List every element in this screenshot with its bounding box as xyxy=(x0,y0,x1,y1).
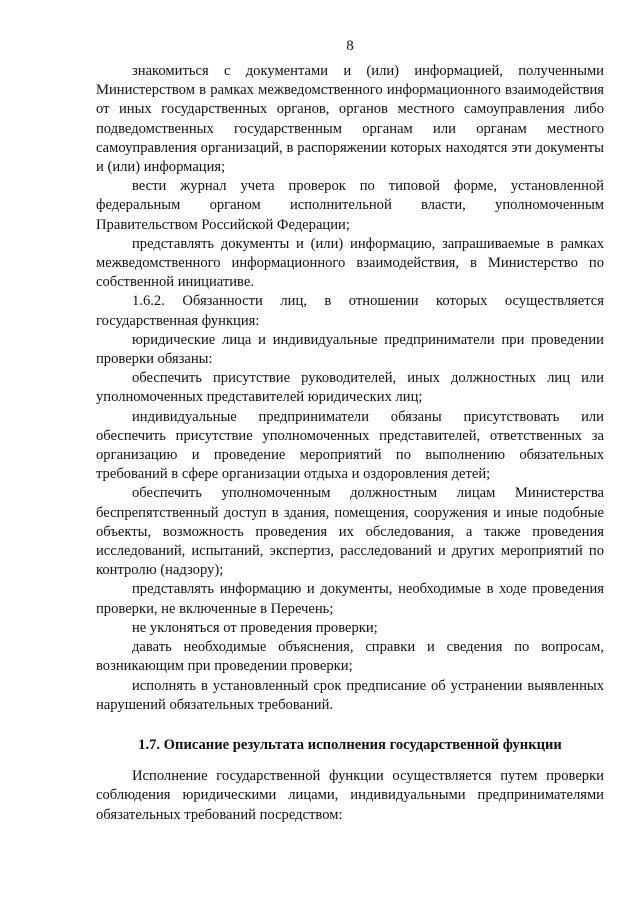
paragraph-section-result: Исполнение государственной функции осуществляется путем проверки соблюдения юридическими лицами, индивидуальными предпринимателями обязательных требований посредством: xyxy=(96,768,604,823)
paragraph-rights-access-documents: знакомиться с документами и (или) информацией, полученными Министерством в рамках межведомственного информационного взаимодействия от иных государственных органов, органов местного самоуправления либо подведомственных государственным органам или органам местного самоуправления организаций, в распоряжении которых находятся эти документы и (или) информация; xyxy=(96,63,604,176)
paragraph-inspection-journal: вести журнал учета проверок по типовой форме, установленной федеральным органом исполнительной власти, уполномоченным Правительством Российской Федерации; xyxy=(96,178,604,233)
paragraph-entrepreneurs-presence: индивидуальные предприниматели обязаны присутствовать или обеспечить присутствие уполномоченных представителей, ответственных за организацию и проведение мероприятий по выполнению обязательных требований в сфере организации отдыха и оздоровления детей; xyxy=(96,408,604,483)
paragraph-ensure-presence: обеспечить присутствие руководителей, иных должностных лиц или уполномоченных представителей юридических лиц; xyxy=(96,370,604,406)
paragraph-duties-heading: 1.6.2. Обязанности лиц, в отношении которых осуществляется государственная функция: xyxy=(96,293,604,329)
main-text xyxy=(96,62,604,715)
paragraph-give-explanations: давать необходимые объяснения, справки и сведения по вопросам, возникающим при проведении проверки; xyxy=(96,639,604,675)
section-heading: 1.7. Описание результата исполнения государственной функции xyxy=(138,737,562,753)
paragraph-unobstructed-access: обеспечить уполномоченным должностным лицам Министерства беспрепятственный доступ в здания, помещения, сооружения и иные подобные объекты, возможность проведения их обследования, а также проведения исследований, испытаний, экспертиз, расследований и других мероприятий по контролю (надзору); xyxy=(96,485,604,579)
paragraph-provide-information: представлять информацию и документы, необходимые в ходе проведения проверки, не включенные в Перечень; xyxy=(96,581,604,617)
section-text xyxy=(96,767,604,825)
paragraph-submit-documents: представлять документы и (или) информацию, запрашиваемые в рамках межведомственного информационного взаимодействия, в Министерство по собственной инициативе. xyxy=(96,235,604,291)
paragraph-legal-entities-obliged: юридические лица и индивидуальные предприниматели при проведении проверки обязаны: xyxy=(96,331,604,368)
page-number: 8 xyxy=(346,38,354,54)
paragraph-not-evade: не уклоняться от проведения проверки; xyxy=(132,619,378,636)
paragraph-execute-order: исполнять в установленный срок предписание об устранении выявленных нарушений обязательных требований. xyxy=(96,677,604,713)
